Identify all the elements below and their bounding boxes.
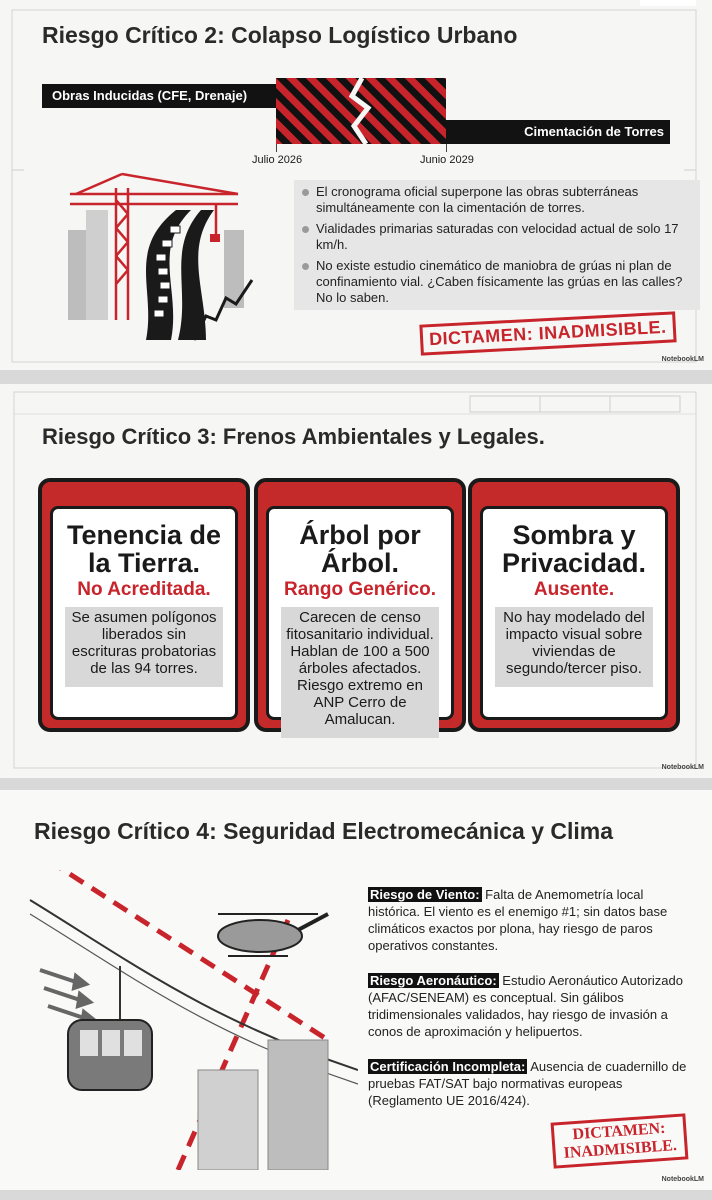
card-description: Se asumen polígonos liberados sin escrituras probatorias de las 94 torres. xyxy=(65,607,223,687)
crane-traffic-illustration xyxy=(56,170,256,345)
risk-card xyxy=(38,478,250,732)
slide-title: Riesgo Crítico 4: Seguridad Electromecánica y Clima xyxy=(34,818,614,844)
timeline-tick-start xyxy=(276,144,277,152)
card-description: No hay modelado del impacto visual sobre viviendas de segundo/tercer piso. xyxy=(495,607,653,687)
slide-risk-4 xyxy=(0,790,712,1190)
timeline-bar-right-label: Cimentación de Torres xyxy=(524,124,664,139)
card-status: Rango Genérico. xyxy=(283,579,437,600)
timeline xyxy=(42,76,670,176)
verdict-stamp: DICTAMEN: INADMISIBLE. xyxy=(419,311,676,355)
slide-title: Riesgo Crítico 2: Colapso Logístico Urbano xyxy=(42,22,518,48)
risk-label: Riesgo Aeronáutico: xyxy=(370,973,497,988)
card-status: No Acreditada. xyxy=(77,579,211,600)
risk-text: Ausencia de cuadernillo de pruebas FAT/SAT bajo normativas europeas (Reglamento UE 2016/424). xyxy=(368,1059,687,1108)
notebooklm-logo: NotebookLM xyxy=(661,356,704,363)
card-heading: Tenencia de la Tierra. xyxy=(66,520,222,578)
risk-label: Certificación Incompleta: xyxy=(370,1059,526,1074)
cable-car-illustration xyxy=(28,870,358,1170)
bullet-item: No existe estudio cinemático de maniobra de grúas ni plan de confinamiento vial. ¿Caben físicamente las grúas en las calles? No lo saben. xyxy=(298,258,694,306)
risk-item xyxy=(368,1058,688,1109)
bullet-list xyxy=(294,180,700,310)
risk-item xyxy=(368,886,688,954)
bullet-item: Vialidades primarias saturadas con velocidad actual de solo 17 km/h. xyxy=(298,221,694,253)
risk-item xyxy=(368,972,688,1040)
card-heading: Árbol por Árbol. xyxy=(299,520,421,578)
timeline-bar-left-label: Obras Inducidas (CFE, Drenaje) xyxy=(52,88,248,103)
risk-text: Estudio Aeronáutico Autorizado (AFAC/SENEAM) es conceptual. Sin gálibos tridimensionales validados, hay riesgo de invasión a conos de aproximación y helipuertos. xyxy=(368,973,683,1039)
notebooklm-logo: NotebookLM xyxy=(661,764,704,771)
timeline-date-end: Junio 2029 xyxy=(420,154,474,166)
risk-text: Falta de Anemometría local histórica. El viento es el enemigo #1; sin datos base climáticos exactos por plona, hay riesgo de paros operativos constantes. xyxy=(368,887,668,953)
notebooklm-logo: NotebookLM xyxy=(661,1176,704,1183)
card-status: Ausente. xyxy=(533,579,615,600)
risk-card xyxy=(254,478,466,732)
slide-risk-2 xyxy=(0,0,712,370)
card-description: Carecen de censo fitosanitario individual. Hablan de 100 a 500 árboles afectados. Riesgo extremo en ANP Cerro de Amalucan. xyxy=(281,607,439,738)
risk-label: Riesgo de Viento: xyxy=(370,887,480,902)
timeline-overlap-hatch xyxy=(276,78,446,144)
timeline-date-start: Julio 2026 xyxy=(252,154,303,166)
slide-title: Riesgo Crítico 3: Frenos Ambientales y Legales. xyxy=(42,424,545,449)
verdict-stamp: DICTAMEN: INADMISIBLE. xyxy=(551,1113,689,1168)
timeline-tick-end xyxy=(446,144,447,152)
bullet-item: El cronograma oficial superpone las obras subterráneas simultáneamente con la cimentación de torres. xyxy=(298,184,694,216)
card-heading: Sombra y Privacidad. xyxy=(501,520,647,578)
risk-card xyxy=(468,478,680,732)
